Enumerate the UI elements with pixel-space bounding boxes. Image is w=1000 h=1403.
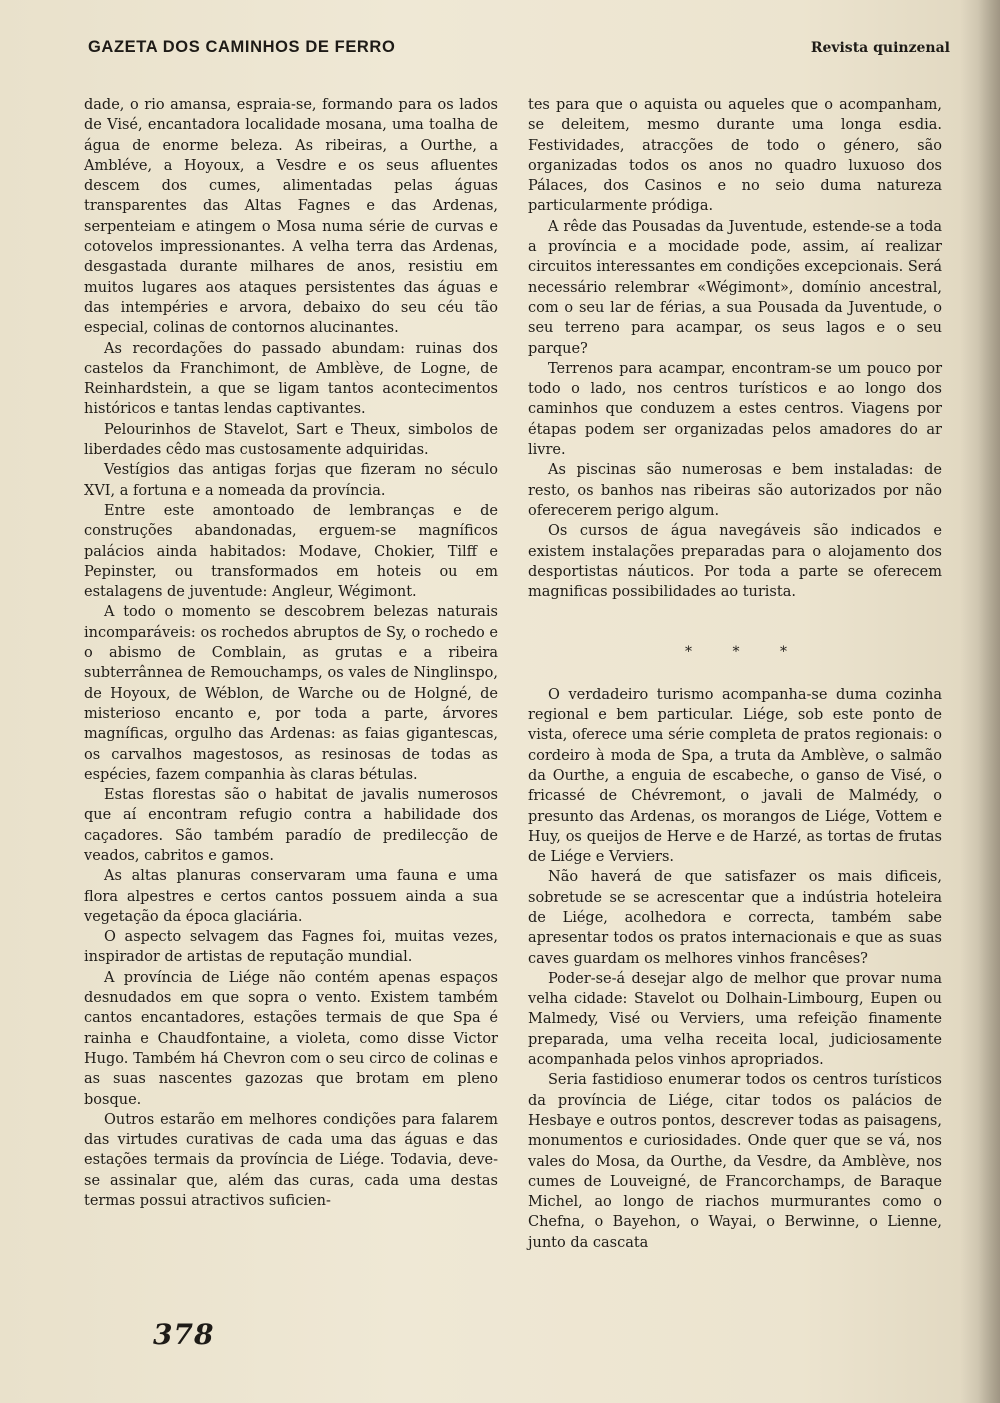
paragraph: O verdadeiro turismo acompanha-se duma cozinha regional e bem particular. Liége, sob este ponto de vista, oferece uma série completa de pratos regionais: o cordeiro à moda de Spa, a truta da Amblève, o salmão da Ourthe, a enguia de escabeche, o ganso de Visé, o fricassé de Chévremont, o javali de Malmédy, o presunto das Ardenas, os morangos de Liége, Vottem e Huy, os queijos de Herve e de Harzé, as tortas de frutas de Liége e Verviers. [528, 686, 942, 866]
paragraph: Os cursos de água navegáveis são indicados e existem instalações preparadas para o alojamento dos desportistas náuticos. Por toda a parte se oferecem magnificas possibilidades ao turista. [528, 523, 942, 601]
left-column [84, 95, 498, 1211]
paragraph: As piscinas são numerosas e bem instaladas: de resto, os banhos nas ribeiras são autorizados por não oferecerem perigo algum. [528, 462, 942, 519]
paragraph: tes para que o aquista ou aqueles que o acompanham, se deleitem, mesmo durante uma longa esdia. Festividades, atracções de todo o género, são organizadas todos os anos no quadro luxuoso dos Pálaces, dos Casinos e no seio duma natureza particularmente pródiga. [528, 97, 942, 215]
paragraph: dade, o rio amansa, espraia-se, formando para os lados de Visé, encantadora localidade mosana, uma toalha de água de enorme beleza. As ribeiras, a Ourthe, a Ambléve, a Hoyoux, a Vesdre e os seus afluentes descem dos cumes, alimentadas pelas águas transparentes das Altas Fagnes e das Ardenas, serpenteiam e atingem o Mosa numa série de curvas e cotovelos impressionantes. A velha terra das Ardenas, desgastada durante milhares de anos, resistiu em muitos lugares aos ataques persistentes das águas e das intempéries e arvora, debaixo do seu céu tão especial, colinas de contornos alucinantes. [84, 97, 498, 337]
running-header [88, 38, 950, 57]
paragraph: A província de Liége não contém apenas espaços desnudados em que sopra o vento. Existem também cantos encantadores, estações termais de que Spa é rainha e Chaudfontaine, a violeta, como disse Victor Hugo. Também há Chevron com o seu circo de colinas e as suas nascentes gazozas que brotam em pleno bosque. [84, 969, 498, 1108]
page-number: 378 [153, 1318, 215, 1351]
paragraph: Entre este amontoado de lembranças e de construções abandonadas, erguem-se magníficos palácios ainda habitados: Modave, Chokier, Tilff e Pepinster, ou transformados em hoteis ou em estalagens de juventude: Angleur, Wégimont. [84, 502, 498, 601]
page-edge-shadow [978, 0, 1000, 1403]
paragraph: Seria fastidioso enumerar todos os centros turísticos da província de Liége, citar todos os palácios de Hesbaye e outros pontos, descrever todas as paisagens, monumentos e curiosidades. Onde quer que se vá, nos vales do Mosa, da Ourthe, da Vesdre, da Amblève, nos cumes de Louveigné, de Francorchamps, de Baraque Michel, ao longo de riachos murmurantes como o Chefna, o Bayehon, o Wayai, o Berwinne, o Lienne, junto da cascata [528, 1072, 942, 1251]
paragraph: Terrenos para acampar, encontram-se um pouco por todo o lado, nos centros turísticos e ao longo dos caminhos que conduzem a estes centros. Viagens por étapas podem ser organizadas pelos amadores do ar livre. [528, 360, 942, 459]
paragraph: Outros estarão em melhores condições para falarem das virtudes curativas de cada uma das águas e das estações termais da província de Liége. Todavia, deve-se assinalar que, além das curas, cada uma destas termas possui atractivos suficien- [84, 1111, 498, 1210]
section-separator: * * * [685, 644, 805, 661]
paragraph: As altas planuras conservaram uma fauna e uma flora alpestres e certos cantos possuem ainda a sua vegetação da época glaciária. [84, 868, 498, 925]
publication-title: GAZETA DOS CAMINHOS DE FERRO [88, 38, 396, 56]
right-column [528, 95, 942, 1253]
paragraph: A todo o momento se descobrem belezas naturais incomparáveis: os rochedos abruptos de Sy, o rochedo e o abismo de Comblain, as grutas e a ribeira subterrânnea de Remouchamps, os vales de Ninglinspo, de Hoyoux, de Wéblon, de Warche ou de Holgné, de misterioso encanto e, por toda a parte, árvores magníficas, orgulho das Ardenas: as faias gigantescas, os carvalhos magestosos, as resinosas de todas as espécies, fazem companhia às claras bétulas. [84, 604, 498, 783]
paragraph: Vestígios das antigas forjas que fizeram no século XVI, a fortuna e a nomeada da província. [84, 462, 498, 499]
publication-subtitle: Revista quinzenal [810, 40, 950, 56]
paragraph: A rêde das Pousadas da Juventude, estende-se a toda a província e a mocidade pode, assim, aí realizar circuitos interessantes em condições excepcionais. Será necessário relembrar «Wégimont», domínio ancestral, com o seu lar de férias, a sua Pousada da Juventude, o seu terreno para acampar, os seus lagos e o seu parque? [528, 218, 942, 357]
paragraph: Pelourinhos de Stavelot, Sart e Theux, simbolos de liberdades cêdo mas custosamente adquiridas. [84, 421, 498, 459]
paragraph: Não haverá de que satisfazer os mais dificeis, sobretude se se acrescentar que a indústria hoteleira de Liége, acolhedora e correcta, também sabe apresentar todos os pratos internacionais e que as suas caves guardam os melhores vinhos francêses? [528, 869, 942, 967]
paragraph: Poder-se-á desejar algo de melhor que provar numa velha cidade: Stavelot ou Dolhain-Limbourg, Eupen ou Malmedy, Visé ou Verviers, uma refeição finamente preparada, uma velha receita local, judiciosamente acompanhada pelos vinhos apropriados. [528, 970, 942, 1069]
paragraph: O aspecto selvagem das Fagnes foi, muitas vezes, inspirador de artistas de reputação mundial. [84, 929, 498, 966]
paragraph: Estas florestas são o habitat de javalis numerosos que aí encontram refugio contra a habilidade dos caçadores. São também paradío de predilecção de veados, cabritos e gamos. [84, 787, 498, 864]
paragraph: As recordações do passado abundam: ruinas dos castelos da Franchimont, de Amblève, de Logne, de Reinhardstein, a que se ligam tantos acontecimentos históricos e tantas lendas captivantes. [84, 340, 498, 418]
